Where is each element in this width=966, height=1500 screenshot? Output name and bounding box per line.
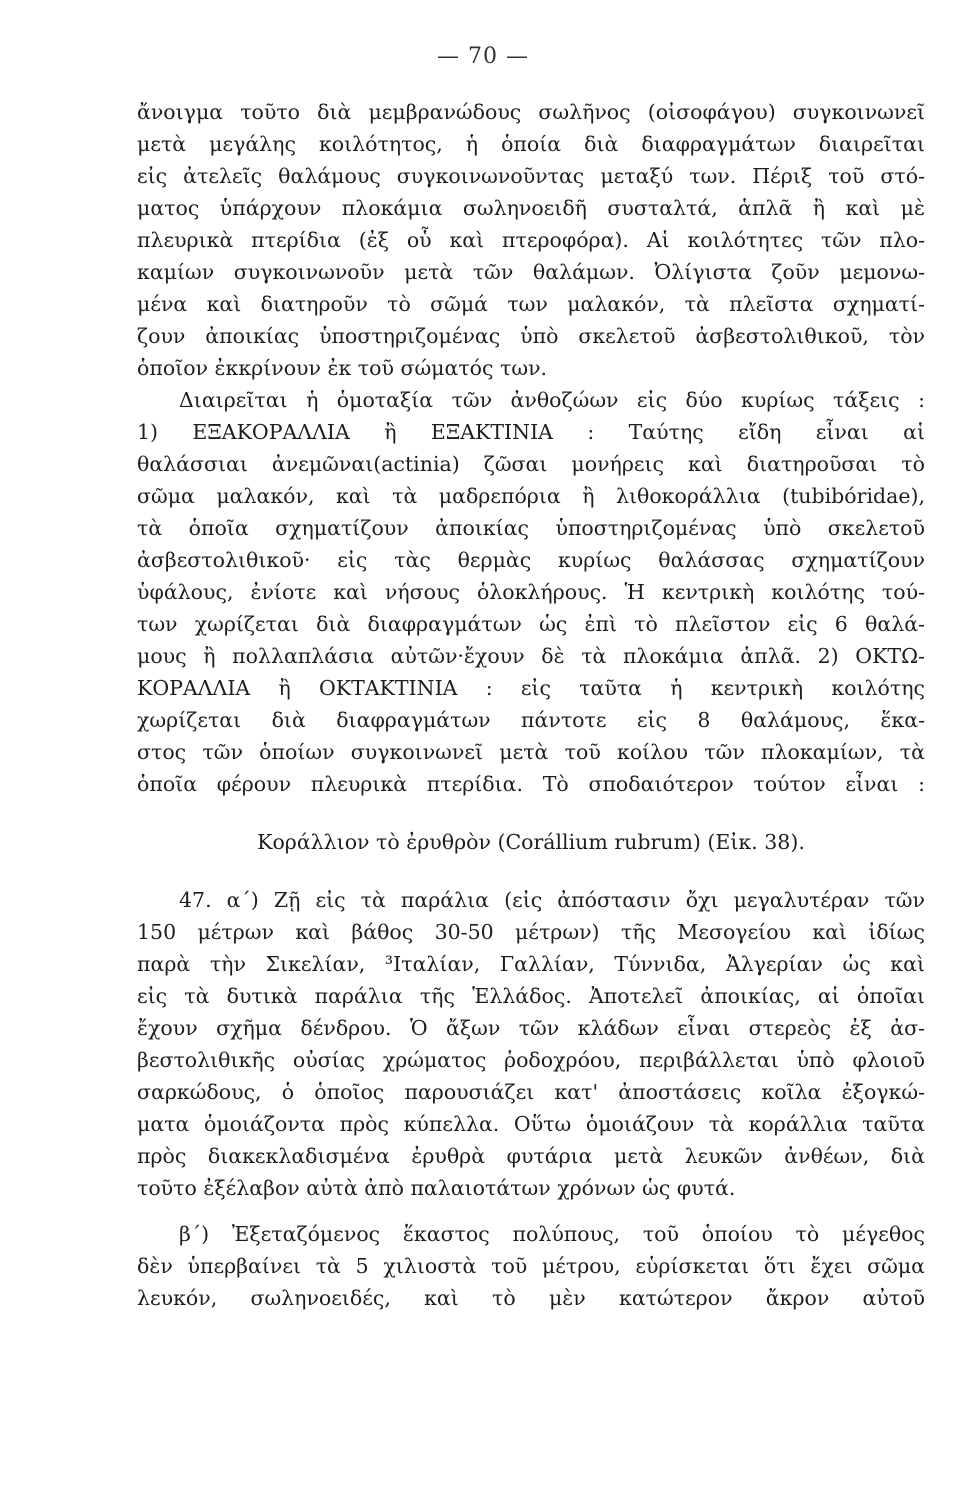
text-line: ζουν ἀποικίας ὑποστηριζομένας ὑπὸ σκελετοῦ ἀσβεστολιθικοῦ, τὸν: [137, 324, 925, 348]
paragraph-end-line: ὁποῖον ἐκκρίνουν ἐκ τοῦ σώματός των.: [137, 356, 548, 380]
text-line: β΄) Ἐξεταζόμενος ἕκαστος πολύπους, τοῦ ὁποίου τὸ μέγεθος: [179, 1222, 925, 1246]
text-line: ἀσβεστολιθικοῦ· εἰς τὰς θερμὰς κυρίως θαλάσσας σχηματίζουν: [137, 548, 925, 572]
page-number: — 70 —: [437, 44, 529, 69]
text-line: στος τῶν ὁποίων συγκοινωνεῖ μετὰ τοῦ κοίλου τῶν πλοκαμίων, τὰ: [137, 740, 925, 764]
text-line: παρὰ τὴν Σικελίαν, ³Ιταλίαν, Γαλλίαν, Τύννιδα, Ἀλγερίαν ὡς καὶ: [137, 952, 925, 976]
text-line: δὲν ὑπερβαίνει τὰ 5 χιλιοστὰ τοῦ μέτρου, εὑρίσκεται ὅτι ἔχει σῶμα: [137, 1254, 925, 1278]
body-text: [137, 96, 925, 1314]
text-line: σῶμα μαλακόν, καὶ τὰ μαδρεπόρια ἢ λιθοκοράλλια (tubibóridae),: [137, 484, 925, 508]
text-line: σαρκώδους, ὁ ὁποῖος παρουσιάζει κατ' ἀποστάσεις κοῖλα ἐξογκώ-: [137, 1080, 925, 1104]
text-line: καμίων συγκοινωνοῦν μετὰ τῶν θαλάμων. Ὀλίγιστα ζοῦν μεμονω-: [137, 260, 925, 284]
text-line: τὰ ὁποῖα σχηματίζουν ἀποικίας ὑποστηριζομένας ὑπὸ σκελετοῦ: [137, 516, 925, 540]
text-line: ματα ὁμοιάζοντα πρὸς κύπελλα. Οὕτω ὁμοιάζουν τὰ κοράλλια ταῦτα: [137, 1112, 925, 1136]
text-line: ὁποῖα φέρουν πλευρικὰ πτερίδια. Τὸ σποδαιότερον τούτον εἶναι :: [137, 772, 925, 796]
species-heading: Κοράλλιον τὸ ἐρυθρὸν (Corállium rubrum) (Εἰκ. 38).: [257, 830, 805, 854]
text-line: μετὰ μεγάλης κοιλότητος, ἡ ὁποία διὰ διαφραγμάτων διαιρεῖται: [137, 132, 925, 156]
text-line: μους ἢ πολλαπλάσια αὐτῶν·ἔχουν δὲ τὰ πλοκάμια ἁπλᾶ. 2) ΟΚΤΩ-: [137, 644, 925, 668]
text-line: ΚΟΡΑΛΛΙΑ ἢ ΟΚΤΑΚΤΙΝΙΑ : εἰς ταῦτα ἡ κεντρικὴ κοιλότης: [137, 676, 925, 700]
spacer: [137, 1204, 925, 1218]
text-line: Διαιρεῖται ἡ ὁμοταξία τῶν ἀνθοζώων εἰς δύο κυρίως τάξεις :: [179, 388, 925, 412]
text-line: ματος ὑπάρχουν πλοκάμια σωληνοειδῆ συσταλτά, ἁπλᾶ ἢ καὶ μὲ: [137, 196, 925, 220]
text-line: 150 μέτρων καὶ βάθος 30-50 μέτρων) τῆς Μεσογείου καὶ ἰδίως: [137, 920, 925, 944]
text-line: βεστολιθικῆς οὐσίας χρώματος ῥοδοχρόου, περιβάλλεται ὑπὸ φλοιοῦ: [137, 1048, 925, 1072]
text-line: ὑφάλους, ἐνίοτε καὶ νήσους ὁλοκλήρους. Ἡ κεντρικὴ κοιλότης τού-: [137, 580, 925, 604]
text-line: θαλάσσιαι ἀνεμῶναι(actinia) ζῶσαι μονήρεις καὶ διατηροῦσαι τὸ: [137, 452, 925, 476]
text-line: εἰς ἀτελεῖς θαλάμους συγκοινωνοῦντας μεταξύ των. Πέριξ τοῦ στό-: [137, 164, 925, 188]
text-line: εἰς τὰ δυτικὰ παράλια τῆς Ἑλλάδος. Ἀποτελεῖ ἀποικίας, αἱ ὁποῖαι: [137, 984, 925, 1008]
text-line: λευκόν, σωληνοειδές, καὶ τὸ μὲν κατώτερον ἄκρον αὐτοῦ: [137, 1286, 925, 1310]
text-line: ἄνοιγμα τοῦτο διὰ μεμβρανώδους σωλῆνος (οἰσοφάγου) συγκοινωνεῖ: [137, 100, 925, 124]
text-line: μένα καὶ διατηροῦν τὸ σῶμά των μαλακόν, τὰ πλεῖστα σχηματί-: [137, 292, 925, 316]
text-line: 47. α΄) Ζῇ εἰς τὰ παράλια (εἰς ἀπόστασιν ὄχι μεγαλυτέραν τῶν: [179, 888, 925, 912]
paragraph-end-line: τοῦτο ἐξέλαβον αὐτὰ ἀπὸ παλαιοτάτων χρόνων ὡς φυτά.: [137, 1176, 736, 1200]
text-line: ἔχουν σχῆμα δένδρου. Ὁ ἄξων τῶν κλάδων εἶναι στερεὸς ἐξ ἀσ-: [137, 1016, 925, 1040]
text-line: χωρίζεται διὰ διαφραγμάτων πάντοτε εἰς 8 θαλάμους, ἕκα-: [137, 708, 925, 732]
text-line: πρὸς διακεκλαδισμένα ἐρυθρὰ φυτάρια μετὰ λευκῶν ἀνθέων, διὰ: [137, 1144, 925, 1168]
spacer: [137, 858, 925, 884]
text-line: των χωρίζεται διὰ διαφραγμάτων ὡς ἐπὶ τὸ πλεῖστον εἰς 6 θαλά-: [137, 612, 925, 636]
spacer: [137, 800, 925, 826]
text-line: 1) ΕΞΑΚΟΡΑΛΛΙΑ ἢ ΕΞΑΚΤΙΝΙΑ : Ταύτης εἴδη εἶναι αἱ: [137, 420, 925, 444]
text-line: πλευρικὰ πτερίδια (ἐξ οὗ καὶ πτεροφόρα). Αἱ κοιλότητες τῶν πλο-: [137, 228, 925, 252]
